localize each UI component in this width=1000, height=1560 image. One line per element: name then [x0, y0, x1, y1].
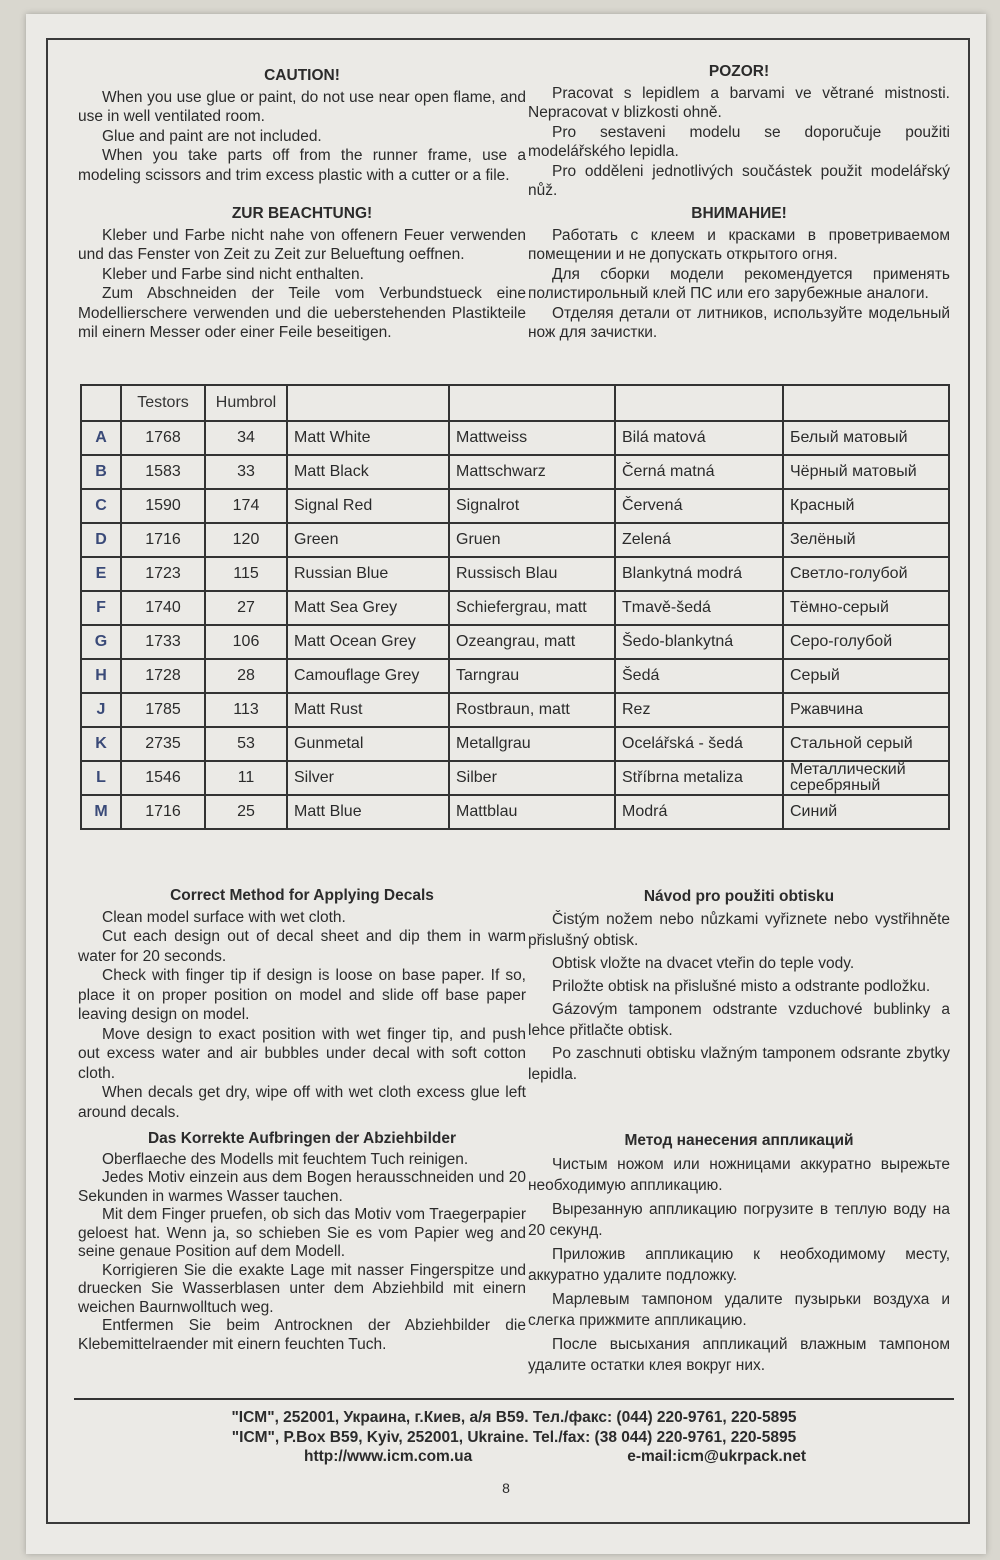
decals-en-para: Clean model surface with wet cloth. [102, 908, 346, 926]
color-name-ru: Красный [783, 489, 949, 523]
humbrol-number: 34 [205, 421, 287, 455]
color-name-cz: Černá matná [615, 455, 783, 489]
decals-de-para: Entfermen Sie beim Antrocknen der Abziehbilder die Klebemittelraender mit einern feuchten Tuch. [78, 1317, 526, 1353]
decals-ru-para: Вырезанную аппликацию погрузите в теплую воду на 20 секунд. [528, 1200, 950, 1239]
humbrol-number: 53 [205, 727, 287, 761]
color-name-de: Schiefergrau, matt [449, 591, 615, 625]
caution-para: When you take parts off from the runner frame, use a modeling scissors and trim excess plastic with a cutter or a file. [78, 147, 526, 184]
color-name-en: Matt Sea Grey [287, 591, 449, 625]
decals-cz-para: Čistým nožem nebo nůzkami vyřiznete nebo vystřihněte přislušný obtisk. [528, 911, 950, 949]
color-name-en: Gunmetal [287, 727, 449, 761]
color-name-cz: Tmavě-šedá [615, 591, 783, 625]
header-cell [783, 385, 949, 421]
testors-number: 1583 [121, 455, 205, 489]
color-name-en: Matt Black [287, 455, 449, 489]
header-cell [615, 385, 783, 421]
color-name-de: Mattblau [449, 795, 615, 829]
beachtung-title: ZUR BEACHTUNG! [231, 205, 373, 222]
decals-ru-para: После высыхания аппликаций влажным тампоном удалите остатки клея вокруг них. [528, 1335, 950, 1374]
header-testors: Testors [121, 385, 205, 421]
humbrol-number: 106 [205, 625, 287, 659]
testors-number: 1716 [121, 523, 205, 557]
decals-de-para: Jedes Motiv einzein aus dem Bogen herausschneiden und 20 Sekunden in warmes Wasser tauchen. [78, 1169, 526, 1205]
color-name-de: Rostbraun, matt [449, 693, 615, 727]
company-footer [74, 1398, 954, 1467]
color-name-ru: Синий [783, 795, 949, 829]
vnimanie-title: ВНИМАНИЕ! [691, 205, 787, 222]
color-name-en: Matt Rust [287, 693, 449, 727]
color-code: A [81, 421, 121, 455]
testors-number: 1546 [121, 761, 205, 795]
decals-de-section [78, 1130, 526, 1354]
humbrol-number: 113 [205, 693, 287, 727]
color-name-cz: Blankytná modrá [615, 557, 783, 591]
table-row [81, 455, 949, 489]
color-name-en: Matt Blue [287, 795, 449, 829]
caution-section [78, 66, 526, 185]
color-name-ru: Стальной серый [783, 727, 949, 761]
color-name-de: Signalrot [449, 489, 615, 523]
color-code: M [81, 795, 121, 829]
color-name-de: Gruen [449, 523, 615, 557]
color-name-en: Green [287, 523, 449, 557]
color-name-de: Mattschwarz [449, 455, 615, 489]
decals-cz-para: Obtisk vložte na dvacet vteřin do teple vody. [552, 955, 855, 972]
paint-color-table [80, 384, 950, 830]
color-code: D [81, 523, 121, 557]
color-name-en: Matt White [287, 421, 449, 455]
humbrol-number: 28 [205, 659, 287, 693]
testors-number: 1723 [121, 557, 205, 591]
decals-ru-title: Метод нанесения аппликаций [624, 1132, 854, 1149]
decals-en-para: Check with finger tip if design is loose on base paper. If so, place it on proper position on model and slide off base paper leaving design on model. [78, 967, 526, 1023]
color-code: F [81, 591, 121, 625]
pozor-section [528, 62, 950, 201]
color-code: C [81, 489, 121, 523]
color-code: H [81, 659, 121, 693]
decals-en-para: Move design to exact position with wet finger tip, and push out excess water and air bubbles under decal with soft cotton cloth. [78, 1025, 526, 1082]
color-name-en: Russian Blue [287, 557, 449, 591]
color-name-ru: Чёрный матовый [783, 455, 949, 489]
color-name-ru: Белый матовый [783, 421, 949, 455]
table-row [81, 591, 949, 625]
decals-de-para: Korrigieren Sie die exakte Lage mit nasser Fingerspitze und druecken Sie Wasserblasen unter dem Abziehbild mit einern weichen Baurnwolltuch weg. [78, 1261, 526, 1316]
decals-en-para: Cut each design out of decal sheet and dip them in warm water for 20 seconds. [78, 928, 526, 965]
table-row [81, 795, 949, 829]
testors-number: 1740 [121, 591, 205, 625]
table-row [81, 761, 949, 795]
decals-cz-para: Po zaschnuti obtisku vlažným tamponem odsrante zbytky lepidla. [528, 1045, 950, 1083]
vnimanie-para: Работать с клеем и красками в проветриваемом помещении и не допускать открытого огня. [528, 226, 950, 263]
color-name-ru: Светло-голубой [783, 557, 949, 591]
decals-de-para: Mit dem Finger pruefen, ob sich das Motiv vom Traegerpapier geloest hat. Wenn ja, so schieben Sie es vom Papier weg and seine genaue Position auf dem Modell. [78, 1206, 526, 1260]
header-cell [81, 385, 121, 421]
testors-number: 1728 [121, 659, 205, 693]
humbrol-number: 174 [205, 489, 287, 523]
color-name-cz: Šedo-blankytná [615, 625, 783, 659]
table-row [81, 625, 949, 659]
color-code: J [81, 693, 121, 727]
beachtung-section [78, 204, 526, 343]
testors-number: 1733 [121, 625, 205, 659]
decals-de-para: Oberflaeche des Modells mit feuchtem Tuch reinigen. [102, 1150, 469, 1168]
table-row [81, 659, 949, 693]
color-name-cz: Ocelářská - šedá [615, 727, 783, 761]
page-number: 8 [502, 1480, 510, 1496]
caution-para: Glue and paint are not included. [102, 127, 322, 145]
humbrol-number: 11 [205, 761, 287, 795]
address-line-ru: "ICM", 252001, Украина, г.Киев, а/я B59. Тел./факс: (044) 220-9761, 220-5895 [231, 1409, 797, 1426]
vnimanie-para: Для сборки модели рекомендуется применять полистирольный клей ПС или его зарубежные аналоги. [528, 265, 950, 302]
vnimanie-section [528, 204, 950, 343]
table-row [81, 557, 949, 591]
testors-number: 1768 [121, 421, 205, 455]
email-link[interactable]: e-mail:icm@ukrpack.net [627, 1448, 806, 1465]
header-humbrol: Humbrol [205, 385, 287, 421]
website-link[interactable]: http://www.icm.com.ua [304, 1448, 473, 1465]
testors-number: 2735 [121, 727, 205, 761]
table-row [81, 421, 949, 455]
color-name-ru: Серо-голубой [783, 625, 949, 659]
decals-cz-section [528, 886, 950, 1087]
color-name-cz: Červená [615, 489, 783, 523]
color-name-ru: Серый [783, 659, 949, 693]
humbrol-number: 120 [205, 523, 287, 557]
decals-en-section [78, 886, 526, 1122]
humbrol-number: 27 [205, 591, 287, 625]
decals-en-para: When decals get dry, wipe off with wet cloth excess glue left around decals. [78, 1084, 526, 1121]
header-cell [287, 385, 449, 421]
color-name-cz: Rez [615, 693, 783, 727]
color-name-en: Signal Red [287, 489, 449, 523]
humbrol-number: 33 [205, 455, 287, 489]
color-name-de: Silber [449, 761, 615, 795]
color-name-ru: Зелёный [783, 523, 949, 557]
decals-cz-title: Návod pro použiti obtisku [643, 888, 835, 905]
caution-title: CAUTION! [264, 67, 340, 84]
color-name-en: Camouflage Grey [287, 659, 449, 693]
humbrol-number: 25 [205, 795, 287, 829]
table-row [81, 693, 949, 727]
table-row [81, 727, 949, 761]
pozor-para: Pro odděleni jednotlivých součástek použit modelářský nůž. [528, 162, 950, 199]
color-name-de: Tarngrau [449, 659, 615, 693]
beachtung-para: Kleber und Farbe sind nicht enthalten. [102, 265, 364, 283]
testors-number: 1590 [121, 489, 205, 523]
decals-ru-para: Чистым ножом или ножницами аккуратно вырежьте необходимую аппликацию. [528, 1155, 950, 1194]
color-name-en: Matt Ocean Grey [287, 625, 449, 659]
color-code: E [81, 557, 121, 591]
color-name-de: Metallgrau [449, 727, 615, 761]
table-row [81, 523, 949, 557]
testors-number: 1716 [121, 795, 205, 829]
color-name-cz: Šedá [615, 659, 783, 693]
vnimanie-para: Отделяя детали от литников, используйте модельный нож для зачистки. [528, 304, 950, 341]
beachtung-para: Zum Abschneiden der Teile vom Verbundstueck eine Modellierschere verwenden und die ueberstehenden Plastikteile mil einern Messer oder einer Feile beseitigen. [78, 285, 526, 341]
color-code: K [81, 727, 121, 761]
pozor-para: Pro sestaveni modelu se doporučuje použiti modelářského lepidla. [528, 123, 950, 160]
decals-en-title: Correct Method for Applying Decals [170, 887, 434, 904]
instruction-sheet [26, 14, 986, 1554]
color-name-de: Mattweiss [449, 421, 615, 455]
color-name-cz: Bilá matová [615, 421, 783, 455]
color-name-de: Russisch Blau [449, 557, 615, 591]
decals-ru-section [528, 1130, 950, 1379]
color-name-cz: Modrá [615, 795, 783, 829]
table-header-row [81, 385, 949, 421]
decals-cz-para: Gázovým tamponem odstrante vzduchové bublinky a lehce přitlačte obtisk. [528, 1001, 950, 1039]
color-name-cz: Zelená [615, 523, 783, 557]
color-code: B [81, 455, 121, 489]
color-name-ru: Тёмно-серый [783, 591, 949, 625]
color-code: L [81, 761, 121, 795]
header-cell [449, 385, 615, 421]
decals-ru-para: Приложив аппликацию к необходимому месту, аккуратно удалите подложку. [528, 1245, 950, 1284]
caution-para: When you use glue or paint, do not use near open flame, and use in well ventilated room. [78, 88, 526, 125]
color-name-ru: Металлический серебряный [783, 761, 949, 795]
color-code: G [81, 625, 121, 659]
table-row [81, 489, 949, 523]
color-name-de: Ozeangrau, matt [449, 625, 615, 659]
color-name-en: Silver [287, 761, 449, 795]
decals-ru-para: Марлевым тампоном удалите пузырьки воздуха и слегка прижмите аппликацию. [528, 1290, 950, 1329]
decals-cz-para: Priložte obtisk na přislušné misto a odstrante podložku. [552, 978, 931, 995]
decals-de-title: Das Korrekte Aufbringen der Abziehbilder [147, 1130, 457, 1147]
testors-number: 1785 [121, 693, 205, 727]
pozor-para: Pracovat s lepidlem a barvami ve větrané mistnosti. Nepracovat v blizkosti ohně. [528, 84, 950, 121]
address-line-en: "ICM", P.Box B59, Kyiv, 252001, Ukraine. Tel./fax: (38 044) 220-9761, 220-5895 [231, 1428, 797, 1446]
color-name-cz: Stříbrna metaliza [615, 761, 783, 795]
beachtung-para: Kleber und Farbe nicht nahe von offenern Feuer verwenden und das Fenster von Zeit zu Zeit zur Belueftung oeffnen. [78, 226, 526, 263]
pozor-title: POZOR! [708, 63, 770, 80]
color-name-ru: Ржавчина [783, 693, 949, 727]
humbrol-number: 115 [205, 557, 287, 591]
